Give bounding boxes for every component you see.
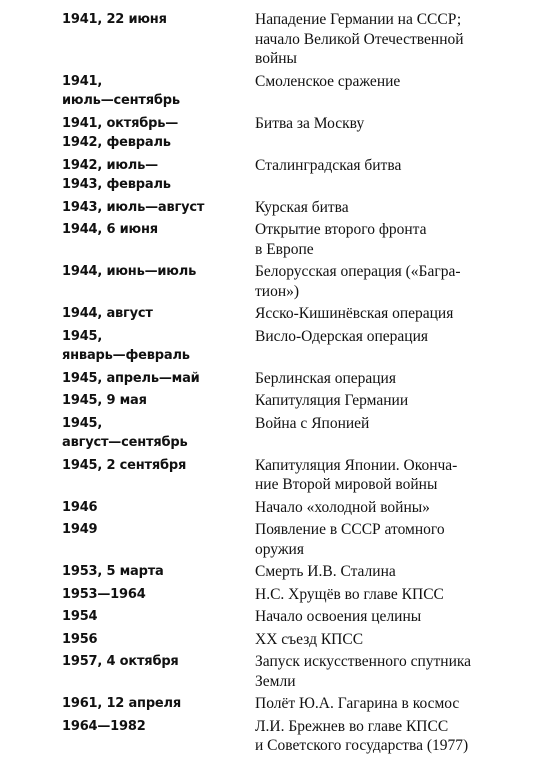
row-date: 1942, июль— 1943, февраль <box>62 157 171 192</box>
row-event: Запуск искусственного спутника Земли <box>255 653 472 690</box>
row-date: 1945, август—сентябрь <box>62 415 188 450</box>
chronology-row <box>62 585 532 605</box>
row-event: Война с Японией <box>255 414 370 432</box>
chronology-row <box>62 198 532 218</box>
row-event: Начало «холодной войны» <box>255 498 430 516</box>
row-date: 1949 <box>62 522 98 537</box>
chronology-row <box>62 72 532 111</box>
row-event: Начало освоения целины <box>255 608 422 625</box>
row-date: 1945, январь—февраль <box>62 328 190 363</box>
row-date: 1944, июнь—июль <box>62 264 197 279</box>
row-event: XX съезд КПСС <box>255 630 364 648</box>
row-event: Белорусская операция («Багра- тион») <box>255 263 461 300</box>
row-date: 1941, 22 июня <box>62 12 167 27</box>
row-event: Нападение Германии на СССР; начало Великой Отечественной войны <box>255 11 464 67</box>
row-event: Сталинградская битва <box>255 156 402 174</box>
chronology-row <box>62 327 532 366</box>
chronology-row <box>62 391 532 411</box>
row-date: 1944, август <box>62 306 153 321</box>
row-date: 1945, апрель—май <box>62 370 200 386</box>
chronology-row <box>62 262 532 301</box>
row-date: 1945, 2 сентября <box>62 457 187 473</box>
row-event: Битва за Москву <box>255 114 365 132</box>
chronology-row <box>62 114 532 153</box>
row-event: Ясско-Кишинёвская операция <box>255 305 454 322</box>
row-event: Л.И. Брежнев во главе КПСС и Советского государства (1977) <box>255 717 469 754</box>
chronology-row <box>62 652 532 691</box>
row-date: 1941, июль—сентябрь <box>62 73 180 108</box>
row-event: Смерть И.В. Сталина <box>255 563 396 580</box>
row-date: 1946 <box>62 499 98 515</box>
chronology-row <box>62 156 532 195</box>
row-event: Капитуляция Германии <box>255 392 409 409</box>
row-event: Н.С. Хрущёв во главе КПСС <box>255 585 444 603</box>
row-event: Капитуляция Японии. Оконча- ние Второй мировой войны <box>255 456 458 493</box>
chronology-row <box>62 10 532 69</box>
chronology-table <box>62 10 532 759</box>
row-date: 1961, 12 апреля <box>62 696 182 711</box>
chronology-row <box>62 414 532 453</box>
row-event: Смоленское сражение <box>255 72 401 90</box>
row-event: Полёт Ю.А. Гагарина в космос <box>255 695 460 712</box>
row-date: 1956 <box>62 631 98 647</box>
row-date: 1964—1982 <box>62 718 146 734</box>
row-date: 1941, октябрь— 1942, февраль <box>62 115 179 150</box>
row-date: 1945, 9 мая <box>62 393 147 408</box>
chronology-row <box>62 694 532 714</box>
row-event: Берлинская операция <box>255 369 396 387</box>
row-event: Курская битва <box>255 198 349 216</box>
chronology-row <box>62 456 532 495</box>
row-event: Открытие второго фронта в Европе <box>255 221 427 258</box>
chronology-row <box>62 562 532 582</box>
chronology-row <box>62 607 532 627</box>
chronology-row <box>62 630 532 650</box>
row-date: 1953, 5 марта <box>62 564 164 579</box>
row-date: 1943, июль—август <box>62 199 205 215</box>
chronology-row <box>62 369 532 389</box>
row-date: 1957, 4 октября <box>62 654 179 669</box>
chronology-row <box>62 717 532 756</box>
row-event: Висло-Одерская операция <box>255 327 428 345</box>
chronology-row <box>62 220 532 259</box>
row-date: 1953—1964 <box>62 586 146 602</box>
chronology-row <box>62 498 532 518</box>
row-date: 1954 <box>62 609 98 624</box>
chronology-row <box>62 304 532 324</box>
row-event: Появление в СССР атомного оружия <box>255 521 445 558</box>
chronology-row <box>62 520 532 559</box>
row-date: 1944, 6 июня <box>62 222 158 237</box>
